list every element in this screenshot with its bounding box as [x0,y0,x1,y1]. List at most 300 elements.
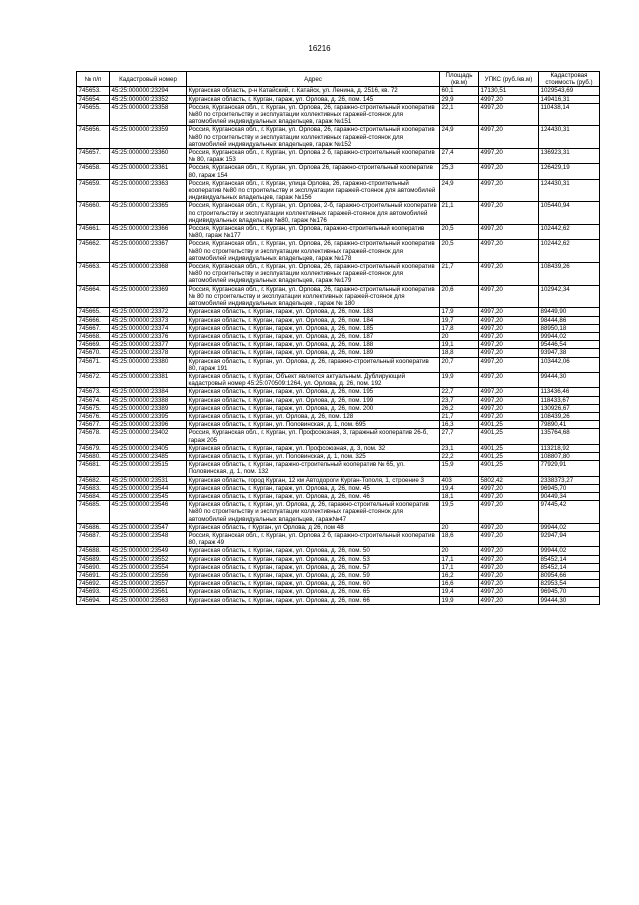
cell-area: 17,9 [440,308,479,316]
cell-cadastral-cost: 105440,94 [539,202,600,225]
cell-cadastral-number: 45:25:000000:23368 [110,263,187,286]
cell-upks: 4997,20 [479,95,539,103]
cell-cadastral-number: 45:25:000000:23363 [110,179,187,202]
table-row [77,95,600,103]
cell-address: Курганская область, г. Курган, гараж, ул. Орлова, д. 26, пом. 60 [187,580,440,588]
table-row [77,263,600,286]
cell-cadastral-number: 45:25:000000:23395 [110,412,187,420]
cell-number: 745661. [77,225,110,240]
cell-cadastral-number: 45:25:000000:23366 [110,225,187,240]
cell-cadastral-number: 45:25:000000:23547 [110,523,187,531]
cell-upks: 4997,20 [479,202,539,225]
cell-cadastral-cost: 82953,54 [539,580,600,588]
cell-cadastral-cost: 95446,54 [539,341,600,349]
table-row [77,179,600,202]
cell-cadastral-cost: 77929,91 [539,461,600,476]
cell-cadastral-number: 45:25:000000:23563 [110,596,187,604]
cell-address: Курганская область, г. Курган, гаражно-строительный кооператив № 65, ул. Половинская, д. 1, пом. 132 [187,461,440,476]
cell-cadastral-number: 45:25:000000:23373 [110,316,187,324]
cell-area: 19,4 [440,588,479,596]
table-row [77,588,600,596]
cell-area: 20 [440,547,479,555]
cell-cadastral-number: 45:25:000000:23485 [110,452,187,460]
table-header-row [77,72,600,87]
table-row [77,341,600,349]
table-row [77,357,600,372]
cell-area: 25,3 [440,164,479,179]
cell-number: 745660. [77,202,110,225]
cell-area: 18,1 [440,492,479,500]
table-row [77,572,600,580]
cell-upks: 4997,20 [479,308,539,316]
cell-area: 17,1 [440,563,479,571]
cell-cadastral-cost: 102442,62 [539,225,600,240]
cell-area: 27,7 [440,429,479,444]
cell-address: Курганская область, р-н Катайский, г. Катайск, ул. Ленина, д. 2516, кв. 72 [187,87,440,95]
cell-number: 745671. [77,357,110,372]
header-address: Адрес [187,72,440,87]
cell-cadastral-cost: 124430,31 [539,126,600,149]
cell-cadastral-cost: 85452,14 [539,555,600,563]
table-row [77,316,600,324]
table-row [77,501,600,524]
cell-upks: 4997,20 [479,396,539,404]
cell-upks: 4997,20 [479,149,539,164]
cell-upks: 4997,20 [479,316,539,324]
cell-area: 21,7 [440,263,479,286]
cell-cadastral-cost: 149416,31 [539,95,600,103]
cell-area: 19,9 [440,596,479,604]
cell-area: 20,5 [440,225,479,240]
cell-area: 18,6 [440,531,479,546]
cell-cadastral-cost: 102942,34 [539,285,600,308]
cell-number: 745669. [77,341,110,349]
cell-area: 24,9 [440,179,479,202]
cell-address: Курганская область, г. Курган, гараж, ул. Орлова, д. 26, пом. 145 [187,95,440,103]
cell-number: 745665. [77,308,110,316]
cell-cadastral-number: 45:25:000000:23358 [110,103,187,126]
cell-cadastral-cost: 99444,30 [539,596,600,604]
cell-number: 745686. [77,523,110,531]
header-area: Площадь (кв.м) [440,72,479,87]
cell-number: 745667. [77,324,110,332]
cell-upks: 4997,20 [479,372,539,387]
cell-cadastral-cost: 113436,46 [539,388,600,396]
cell-upks: 4901,25 [479,452,539,460]
cell-cadastral-number: 45:25:000000:23396 [110,421,187,429]
header-cadastral-cost: Кадастровая стоимость (руб.) [539,72,600,87]
cell-area: 26,2 [440,404,479,412]
cell-number: 745655. [77,103,110,126]
cell-area: 16,2 [440,572,479,580]
table-row [77,429,600,444]
header-number: № п/п [77,72,110,87]
cell-cadastral-cost: 80954,66 [539,572,600,580]
cell-number: 745677. [77,421,110,429]
cell-area: 403 [440,476,479,484]
cell-upks: 4997,20 [479,332,539,340]
table-row [77,202,600,225]
cell-address: Курганская область, г. Курган, гараж, ул. Профсоюзная, д. 3, пом. 32 [187,444,440,452]
cell-area: 19,1 [440,341,479,349]
cell-cadastral-cost: 110438,14 [539,103,600,126]
cell-area: 20 [440,523,479,531]
cell-cadastral-cost: 126429,19 [539,164,600,179]
table-row [77,349,600,357]
cell-upks: 4997,20 [479,341,539,349]
cell-number: 745691. [77,572,110,580]
cell-number: 745656. [77,126,110,149]
cell-area: 24,9 [440,126,479,149]
cell-cadastral-number: 45:25:000000:23380 [110,357,187,372]
cell-cadastral-number: 45:25:000000:23545 [110,492,187,500]
table-body [77,87,600,604]
cell-address: Курганская область, г. Курган, ул. Половинская, д. 1, пом. 325 [187,452,440,460]
cell-address: Курганская область, г. Курган, ул. Половинская, д. 1, пом. 695 [187,421,440,429]
cell-number: 745679. [77,444,110,452]
cell-number: 745687. [77,531,110,546]
cell-upks: 4997,20 [479,126,539,149]
cell-address: Россия, Курганская обл., г. Курган, ул. Орлова 26, гаражно-строительный кооператив 80, гараж 154 [187,164,440,179]
table-row [77,444,600,452]
cell-upks: 4997,20 [479,324,539,332]
cell-number: 745674. [77,396,110,404]
cell-upks: 4997,20 [479,563,539,571]
table-row [77,324,600,332]
table-row [77,596,600,604]
table-row [77,126,600,149]
cell-cadastral-number: 45:25:000000:23374 [110,324,187,332]
cell-cadastral-number: 45:25:000000:23361 [110,164,187,179]
cell-upks: 4997,20 [479,404,539,412]
table-row [77,404,600,412]
cell-area: 60,1 [440,87,479,95]
cell-cadastral-number: 45:25:000000:23546 [110,501,187,524]
cell-address: Курганская область, г. Курган, гараж, ул. Орлова, д. 26, пом. 65 [187,588,440,596]
table-row [77,225,600,240]
cell-cadastral-cost: 88950,18 [539,324,600,332]
cell-upks: 4997,20 [479,580,539,588]
cell-cadastral-cost: 90449,34 [539,492,600,500]
cell-upks: 4997,20 [479,103,539,126]
cell-cadastral-number: 45:25:000000:23381 [110,372,187,387]
cell-number: 745694. [77,596,110,604]
cell-upks: 4901,25 [479,429,539,444]
cell-cadastral-cost: 92947,94 [539,531,600,546]
cell-number: 745685. [77,501,110,524]
cell-upks: 4901,25 [479,461,539,476]
cell-cadastral-number: 45:25:000000:23561 [110,588,187,596]
cell-cadastral-number: 45:25:000000:23359 [110,126,187,149]
cell-upks: 4997,20 [479,501,539,524]
cell-area: 17,8 [440,324,479,332]
cell-number: 745681. [77,461,110,476]
cell-number: 745666. [77,316,110,324]
cell-area: 19,5 [440,501,479,524]
table-row [77,452,600,460]
cell-upks: 4997,20 [479,547,539,555]
table-row [77,372,600,387]
cell-upks: 4997,20 [479,263,539,286]
cell-cadastral-number: 45:25:000000:23384 [110,388,187,396]
cell-address: Курганская область, г. Курган, гараж, ул. Орлова, д. 26, пом. 66 [187,596,440,604]
cell-area: 23,7 [440,396,479,404]
cell-address: Курганская область, г. Курган, гараж, ул. Орлова, д. 26, пом. 53 [187,555,440,563]
cell-address: Россия, Курганская обл., г. Курган, ул. Профсоюзная, 3, гаражный кооператив 26-б, гараж 205 [187,429,440,444]
table-row [77,103,600,126]
cell-address: Россия, Курганская обл., г. Курган, ул. Орлова, 26, гаражно-строительный кооператив №80 по строительству и эксплуатации коллективных гаражей-стоянок для автомобилей индивидуальных владельцев, гараж №151 [187,103,440,126]
cell-cadastral-number: 45:25:000000:23377 [110,341,187,349]
cell-number: 745688. [77,547,110,555]
cell-upks: 4997,20 [479,588,539,596]
cell-cadastral-cost: 2338373,27 [539,476,600,484]
cell-address: Курганская область, г. Курган, гараж, ул. Орлова, д. 26, пом. 189 [187,349,440,357]
cell-number: 745658. [77,164,110,179]
cell-area: 20,6 [440,285,479,308]
table-row [77,547,600,555]
cell-area: 15,9 [440,461,479,476]
cell-cadastral-cost: 108807,80 [539,452,600,460]
cell-area: 29,9 [440,95,479,103]
cell-address: Россия, Курганская обл., г. Курган, ул. Орлова, 2-б, гаражно-строительный кооператив по строительству и эксплуатации коллективных гаражей-стоянок для автомобилей индивидуальных владельцев №80, гараж №176 [187,202,440,225]
cell-address: Россия, Курганская обл., г. Курган, ул. Орлова, гаражно-строительный кооператив №80, гараж №177 [187,225,440,240]
cell-cadastral-number: 45:25:000000:23549 [110,547,187,555]
cell-area: 21,1 [440,202,479,225]
cell-upks: 4997,20 [479,523,539,531]
table-row [77,388,600,396]
cell-area: 18,8 [440,349,479,357]
cell-number: 745659. [77,179,110,202]
cell-cadastral-number: 45:25:000000:23294 [110,87,187,95]
cell-cadastral-number: 45:25:000000:23531 [110,476,187,484]
cell-address: Курганская область, г. Курган, гараж, ул. Орлова, д. 26, пом. 183 [187,308,440,316]
cell-cadastral-number: 45:25:000000:23405 [110,444,187,452]
table-row [77,285,600,308]
cell-upks: 4997,20 [479,225,539,240]
cell-number: 745672. [77,372,110,387]
cell-address: Курганская область, г Курган, ул Орлова, д 26, пом 48 [187,523,440,531]
cell-area: 16,6 [440,580,479,588]
table-row [77,412,600,420]
cell-upks: 4901,25 [479,444,539,452]
cell-address: Курганская область, г. Курган, гараж, ул. Орлова, д. 26, пом. 195 [187,388,440,396]
table-row [77,492,600,500]
header-cadastral-number: Кадастровый номер [110,72,187,87]
cell-cadastral-cost: 99944,02 [539,523,600,531]
table-row [77,563,600,571]
cell-cadastral-cost: 103442,06 [539,357,600,372]
cell-address: Курганская область, г. Курган, гараж, ул. Орлова, д. 26, пом. 188 [187,341,440,349]
cell-cadastral-number: 45:25:000000:23548 [110,531,187,546]
cell-number: 745689. [77,555,110,563]
cell-cadastral-number: 45:25:000000:23388 [110,396,187,404]
table-row [77,149,600,164]
cell-area: 20,7 [440,357,479,372]
cell-cadastral-number: 45:25:000000:23365 [110,202,187,225]
cell-cadastral-cost: 96945,70 [539,484,600,492]
cadastral-value-table [76,71,600,605]
cell-cadastral-cost: 79890,41 [539,421,600,429]
cell-area: 21,7 [440,412,479,420]
cell-cadastral-cost: 124430,31 [539,179,600,202]
cell-upks: 4997,20 [479,572,539,580]
page-number: 16216 [308,44,331,53]
cell-upks: 4997,20 [479,531,539,546]
cell-cadastral-number: 45:25:000000:23360 [110,149,187,164]
cell-number: 745690. [77,563,110,571]
cell-address: Россия, Курганская обл., г. Курган, улица Орлова, 26, гаражно-строительный кооператив №80 по строительству и эксплуатации гаражей-стоянок для автомобилей индивидуальных владельцев, гараж №156 [187,179,440,202]
cell-upks: 4997,20 [479,492,539,500]
cell-cadastral-number: 45:25:000000:23556 [110,572,187,580]
cell-address: Курганская область, г. Курган, ул. Орлова, д. 26, пом. 128 [187,412,440,420]
cell-cadastral-number: 45:25:000000:23557 [110,580,187,588]
cell-area: 17,1 [440,555,479,563]
cell-number: 745680. [77,452,110,460]
cell-number: 745673. [77,388,110,396]
cell-cadastral-cost: 108439,26 [539,412,600,420]
cell-cadastral-cost: 93947,38 [539,349,600,357]
table-row [77,396,600,404]
cell-upks: 4997,20 [479,484,539,492]
table-row [77,555,600,563]
cell-cadastral-cost: 99944,02 [539,332,600,340]
cell-number: 745653. [77,87,110,95]
table-row [77,531,600,546]
cell-cadastral-cost: 97445,42 [539,501,600,524]
cell-address: Курганская область, г. Курган, гараж, ул. Орлова, д. 26, пом. 45 [187,484,440,492]
cell-address: Курганская область, город Курган, 12 км Автодороги Курган-Тополя, 1, строение 3 [187,476,440,484]
cell-area: 16,3 [440,421,479,429]
cell-address: Курганская область, г. Курган, гараж, ул. Орлова, д. 26, пом. 59 [187,572,440,580]
cell-area: 19,9 [440,372,479,387]
cell-address: Россия, Курганская обл., г. Курган, ул. Орлова 2 б, гаражно-строительный кооператив № 80, гараж 153 [187,149,440,164]
cell-cadastral-cost: 89449,90 [539,308,600,316]
cell-cadastral-number: 45:25:000000:23369 [110,285,187,308]
cell-cadastral-number: 45:25:000000:23544 [110,484,187,492]
cell-upks: 4997,20 [479,240,539,263]
cell-upks: 5802,42 [479,476,539,484]
cell-upks: 4997,20 [479,412,539,420]
cell-number: 745678. [77,429,110,444]
cell-cadastral-number: 45:25:000000:23376 [110,332,187,340]
table-row [77,87,600,95]
cell-upks: 4997,20 [479,349,539,357]
cell-address: Курганская область, г. Курган, гараж, ул. Орлова, д. 26, пом. 199 [187,396,440,404]
cell-cadastral-number: 45:25:000000:23378 [110,349,187,357]
cell-address: Курганская область, г. Курган, гараж, ул. Орлова, д. 26, пом. 187 [187,332,440,340]
cell-cadastral-cost: 96945,70 [539,588,600,596]
cell-address: Курганская область, г. Курган, ул. Орлова, д. 26, гаражно-строительный кооператив 80, гараж 191 [187,357,440,372]
cell-upks: 4997,20 [479,285,539,308]
cell-cadastral-number: 45:25:000000:23552 [110,555,187,563]
cell-cadastral-cost: 113218,92 [539,444,600,452]
table-row [77,332,600,340]
cell-upks: 4997,20 [479,596,539,604]
cell-address: Россия, Курганская обл., г. Курган, ул. Орлова, 26, гаражно-строительный кооператив №80 по строительству и эксплуатации коллективных гаражей-стоянок для автомобилей индивидуальных владельцев, гараж №179 [187,263,440,286]
cell-number: 745663. [77,263,110,286]
cell-cadastral-cost: 135764,68 [539,429,600,444]
cell-area: 19,4 [440,484,479,492]
cell-cadastral-cost: 99444,30 [539,372,600,387]
cell-cadastral-cost: 118433,67 [539,396,600,404]
cell-number: 745683. [77,484,110,492]
cell-cadastral-number: 45:25:000000:23372 [110,308,187,316]
cell-cadastral-cost: 85452,14 [539,563,600,571]
table-row [77,476,600,484]
cell-number: 745670. [77,349,110,357]
cell-address: Курганская область, г. Курган, гараж, ул. Орлова, д. 26, пом. 50 [187,547,440,555]
table-row [77,308,600,316]
cell-number: 745693. [77,588,110,596]
cell-address: Россия, Курганская обл., г. Курган, ул. Орлова, 26, гаражно-строительный кооператив №80 по строительству и эксплуатации коллективных гаражей-стоянок для автомобилей индивидуальных владельцев, гараж №178 [187,240,440,263]
cell-upks: 4997,20 [479,555,539,563]
table-row [77,461,600,476]
table-row [77,421,600,429]
cell-number: 745668. [77,332,110,340]
cell-area: 22,7 [440,388,479,396]
cell-address: Курганская область, г. Курган, ул. Орлова, д. 26, гаражно-строительный кооператив №80 по строительству и эксплуатации коллективных гаражей-стоянок для автомобилей индивидуальных владельцев, гараж№47 [187,501,440,524]
cell-number: 745684. [77,492,110,500]
cell-cadastral-number: 45:25:000000:23352 [110,95,187,103]
cell-upks: 4901,25 [479,421,539,429]
table-row [77,164,600,179]
table-row [77,240,600,263]
cell-number: 745657. [77,149,110,164]
cell-area: 27,4 [440,149,479,164]
cell-number: 745662. [77,240,110,263]
header-upks: УПКС (руб./кв.м) [479,72,539,87]
cell-area: 22,1 [440,103,479,126]
table-row [77,580,600,588]
cell-cadastral-number: 45:25:000000:23389 [110,404,187,412]
cell-number: 745664. [77,285,110,308]
table-row [77,484,600,492]
cell-address: Курганская область, г. Курган, Объект является актуальным. Дублирующий кадастровый номер 45:25:070509:1264, ул. Орлова, д. 26, пом. 192 [187,372,440,387]
cell-upks: 4997,20 [479,388,539,396]
cell-number: 745654. [77,95,110,103]
cell-cadastral-cost: 136923,31 [539,149,600,164]
cell-area: 23,1 [440,444,479,452]
cell-cadastral-cost: 1029543,69 [539,87,600,95]
cell-address: Курганская область, г. Курган, гараж, ул. Орлова, д. 26, пом. 185 [187,324,440,332]
cell-cadastral-cost: 99944,02 [539,547,600,555]
cell-upks: 17130,51 [479,87,539,95]
cell-cadastral-cost: 102442,62 [539,240,600,263]
cell-cadastral-cost: 98444,86 [539,316,600,324]
cell-area: 20,5 [440,240,479,263]
cell-cadastral-cost: 130926,67 [539,404,600,412]
cell-area: 22,2 [440,452,479,460]
cell-address: Курганская область, г. Курган, гараж, ул. Орлова, д. 26, пом. 46 [187,492,440,500]
cell-address: Россия, Курганская обл., г. Курган, ул. Орлова, 26, гаражно-строительный кооператив №80 по строительству и эксплуатации коллективных гаражей-стоянок для автомобилей индивидуальных владельцев, гараж №152 [187,126,440,149]
cell-cadastral-number: 45:25:000000:23402 [110,429,187,444]
cell-cadastral-number: 45:25:000000:23367 [110,240,187,263]
cell-address: Курганская область, г. Курган, гараж, ул. Орлова, д. 26, пом. 200 [187,404,440,412]
cell-cadastral-number: 45:25:000000:23515 [110,461,187,476]
cell-address: Курганская область, г. Курган, гараж, ул. Орлова, д. 26, пом. 57 [187,563,440,571]
table-row [77,523,600,531]
cell-upks: 4997,20 [479,179,539,202]
cell-address: Россия, Курганская обл., г. Курган, ул. Орлова, 26, гаражно-строительный кооператив № 80 по строительству и эксплуатации коллективных гаражей-стоянок для автомобилей индивидуальных владельцев , гараж № 180 [187,285,440,308]
cell-cadastral-cost: 108439,26 [539,263,600,286]
cell-area: 20 [440,332,479,340]
cell-number: 745692. [77,580,110,588]
cell-number: 745675. [77,404,110,412]
cell-area: 19,7 [440,316,479,324]
cell-cadastral-number: 45:25:000000:23554 [110,563,187,571]
cell-number: 745676. [77,412,110,420]
cell-number: 745682. [77,476,110,484]
